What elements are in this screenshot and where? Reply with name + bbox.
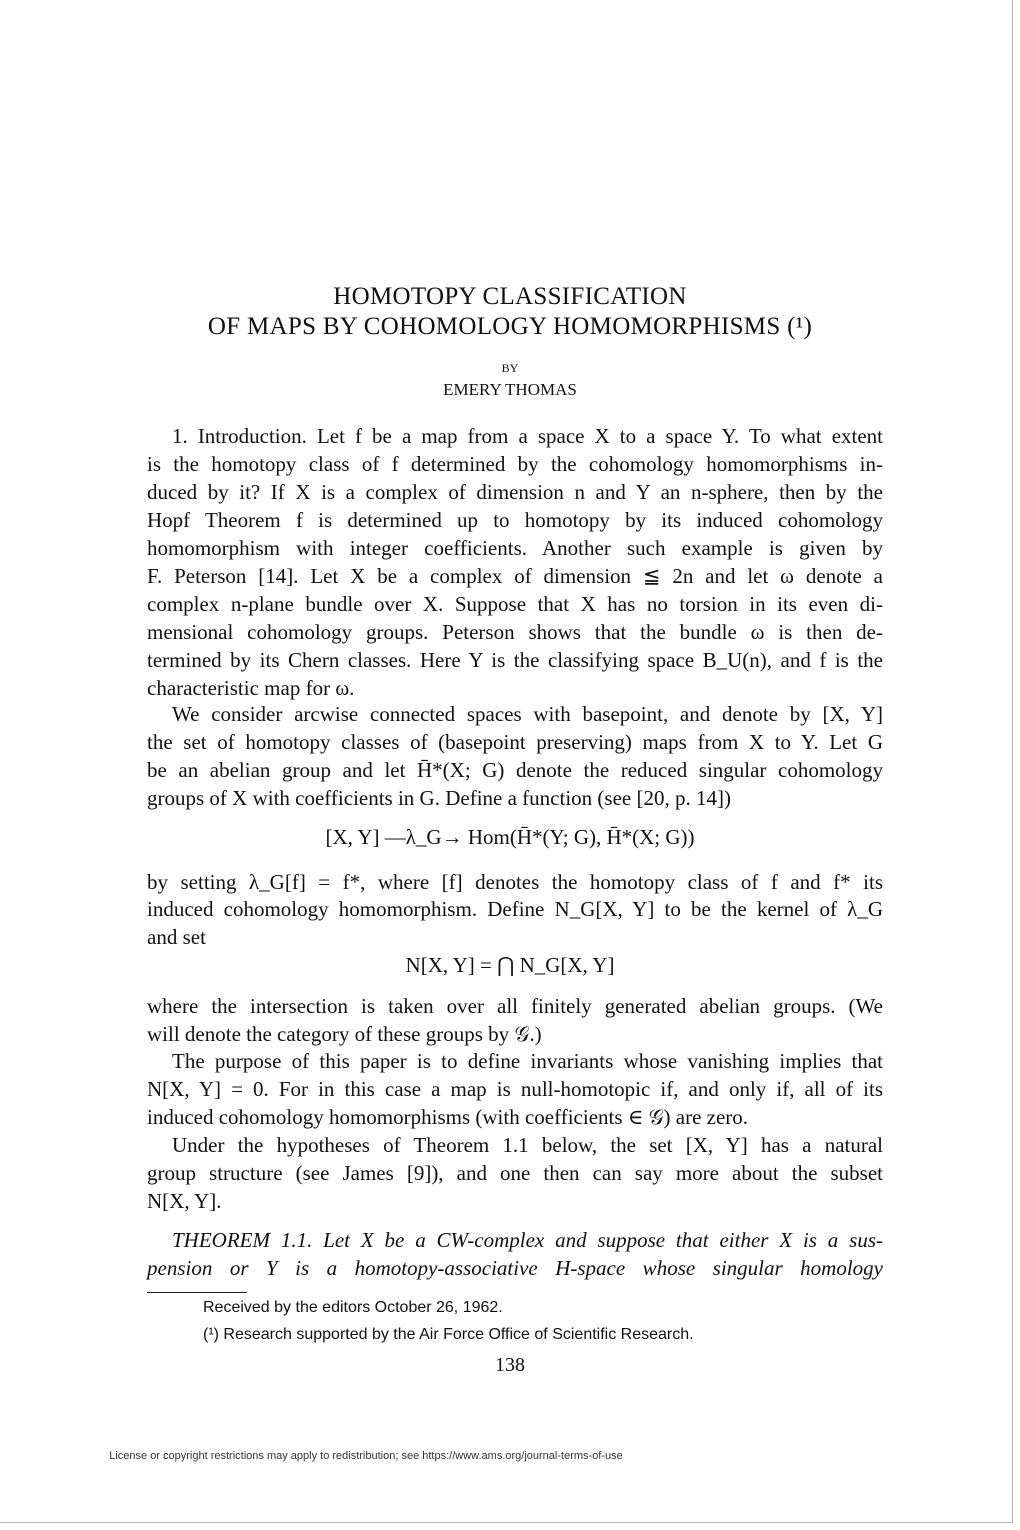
footnote-rule (147, 1292, 247, 1293)
intro-line: is the homotopy class of f determined by the cohomology homomorphisms in- (147, 452, 883, 476)
para-line: induced cohomology homomorphism. Define N_G[X, Y] to be the kernel of λ_G (147, 897, 883, 921)
footnote-funding: (¹) Research supported by the Air Force Office of Scientific Research. (203, 1326, 694, 1343)
intro-line: duced by it? If X is a complex of dimension n and Y an n-sphere, then by the (147, 480, 883, 504)
para-line: We consider arcwise connected spaces with basepoint, and denote by [X, Y] (172, 702, 883, 726)
para-line: The purpose of this paper is to define invariants whose vanishing implies that (172, 1049, 883, 1073)
equation-intersection: N[X, Y] = ⋂ N_G[X, Y] (405, 953, 615, 977)
para-line: by setting λ_G[f] = f*, where [f] denotes the homotopy class of f and f* its (147, 870, 883, 894)
intro-line: Hopf Theorem f is determined up to homotopy by its induced cohomology (147, 508, 883, 532)
para-line: Under the hypotheses of Theorem 1.1 below, the set [X, Y] has a natural (172, 1133, 883, 1157)
para-line: be an abelian group and let H̄*(X; G) denote the reduced singular cohomology (147, 758, 883, 782)
para-line: the set of homotopy classes of (basepoint preserving) maps from X to Y. Let G (147, 730, 883, 754)
intro-line: characteristic map for ω. (147, 676, 355, 700)
intro-line: termined by its Chern classes. Here Y is the classifying space B_U(n), and f is the (147, 648, 883, 672)
intro-line: homomorphism with integer coefficients. Another such example is given by (147, 536, 883, 560)
title-line-2: OF MAPS BY COHOMOLOGY HOMOMORPHISMS (¹) (207, 313, 813, 340)
by-label: BY (501, 361, 519, 375)
intro-line: complex n-plane bundle over X. Suppose that X has no torsion in its even di- (147, 592, 883, 616)
para-line: where the intersection is taken over all finitely generated abelian groups. (We (147, 994, 883, 1018)
theorem-line: pension or Y is a homotopy-associative H-space whose singular homology (147, 1256, 883, 1280)
para-line: will denote the category of these groups by 𝒢.) (147, 1022, 542, 1046)
para-line: group structure (see James [9]), and one then can say more about the subset (147, 1161, 883, 1185)
equation-lambda: [X, Y] —λ_G→ Hom(H̄*(Y; G), H̄*(X; G)) (325, 825, 695, 849)
para-line: N[X, Y]. (147, 1189, 222, 1213)
intro-line: 1. Introduction. Let f be a map from a space X to a space Y. To what extent (172, 424, 883, 448)
para-line: groups of X with coefficients in G. Define a function (see [20, p. 14]) (147, 786, 731, 810)
author: EMERY THOMAS (443, 380, 577, 399)
license-notice: License or copyright restrictions may apply to redistribution; see https://www.ams.org/journal-terms-of-use (109, 1450, 623, 1462)
para-line: N[X, Y] = 0. For in this case a map is null-homotopic if, and only if, all of its (147, 1077, 883, 1101)
page-number: 138 (495, 1354, 525, 1376)
intro-line: mensional cohomology groups. Peterson shows that the bundle ω is then de- (147, 620, 883, 644)
para-line: induced cohomology homomorphisms (with coefficients ∈ 𝒢) are zero. (147, 1105, 749, 1129)
theorem-line: THEOREM 1.1. Let X be a CW-complex and suppose that either X is a sus- (172, 1228, 883, 1252)
para-line: and set (147, 925, 206, 949)
title-line-1: HOMOTOPY CLASSIFICATION (333, 283, 687, 310)
intro-line: F. Peterson [14]. Let X be a complex of dimension ≦ 2n and let ω denote a (147, 564, 883, 588)
footnote-received: Received by the editors October 26, 1962. (203, 1299, 503, 1316)
